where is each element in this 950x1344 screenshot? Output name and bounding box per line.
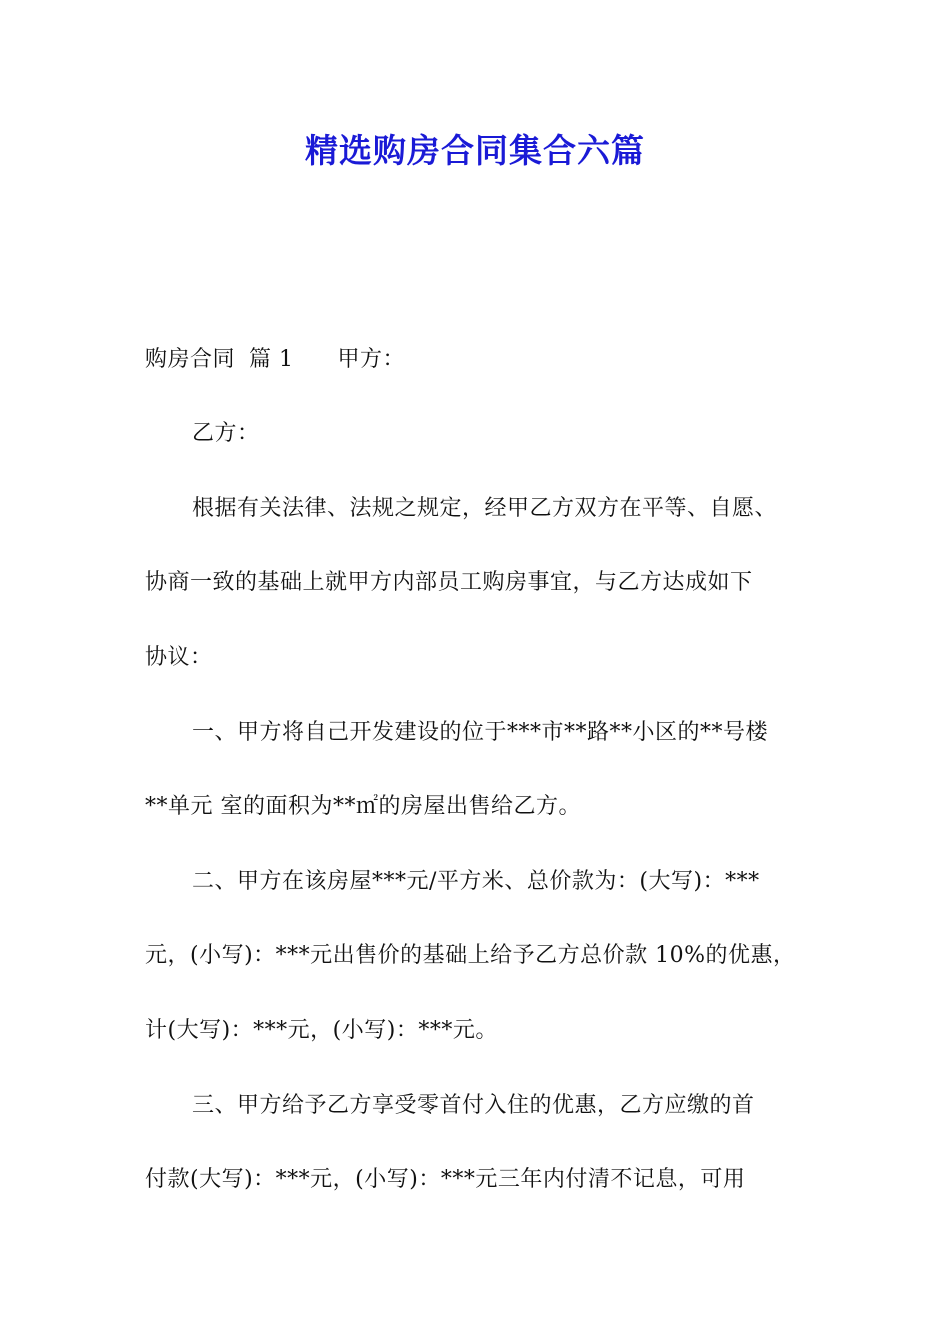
- clause-2-line: 计(大写)：***元，(小写)：***元。: [145, 1018, 498, 1043]
- party-a-label: 甲方：: [337, 347, 406, 372]
- paragraph-line: 协议：: [145, 645, 213, 670]
- clause-2-line: 二、甲方在该房屋***元/平方米、总价款为：(大写)：***: [192, 869, 760, 894]
- party-b-label: 乙方：: [192, 421, 260, 446]
- clause-1-line: 一、甲方将自己开发建设的位于***市**路**小区的**号楼: [192, 720, 769, 745]
- section-heading-line: [145, 344, 405, 376]
- clause-3-line: 付款(大写)：***元，(小写)：***元三年内付清不记息，可用: [145, 1167, 746, 1192]
- section-name: 购房合同: [145, 347, 236, 372]
- paragraph-line: 协商一致的基础上就甲方内部员工购房事宜，与乙方达成如下: [145, 570, 753, 595]
- document-title: 精选购房合同集合六篇: [305, 131, 645, 170]
- clause-1-line: **单元 室的面积为**㎡的房屋出售给乙方。: [145, 794, 581, 819]
- paragraph-line: 根据有关法律、法规之规定，经甲乙方双方在平等、自愿、: [192, 496, 778, 521]
- section-number: 篇 1: [249, 347, 294, 372]
- clause-3-line: 三、甲方给予乙方享受零首付入住的优惠，乙方应缴的首: [192, 1093, 755, 1118]
- clause-2-line: 元，(小写)：***元出售价的基础上给予乙方总价款 10%的优惠，: [145, 943, 796, 968]
